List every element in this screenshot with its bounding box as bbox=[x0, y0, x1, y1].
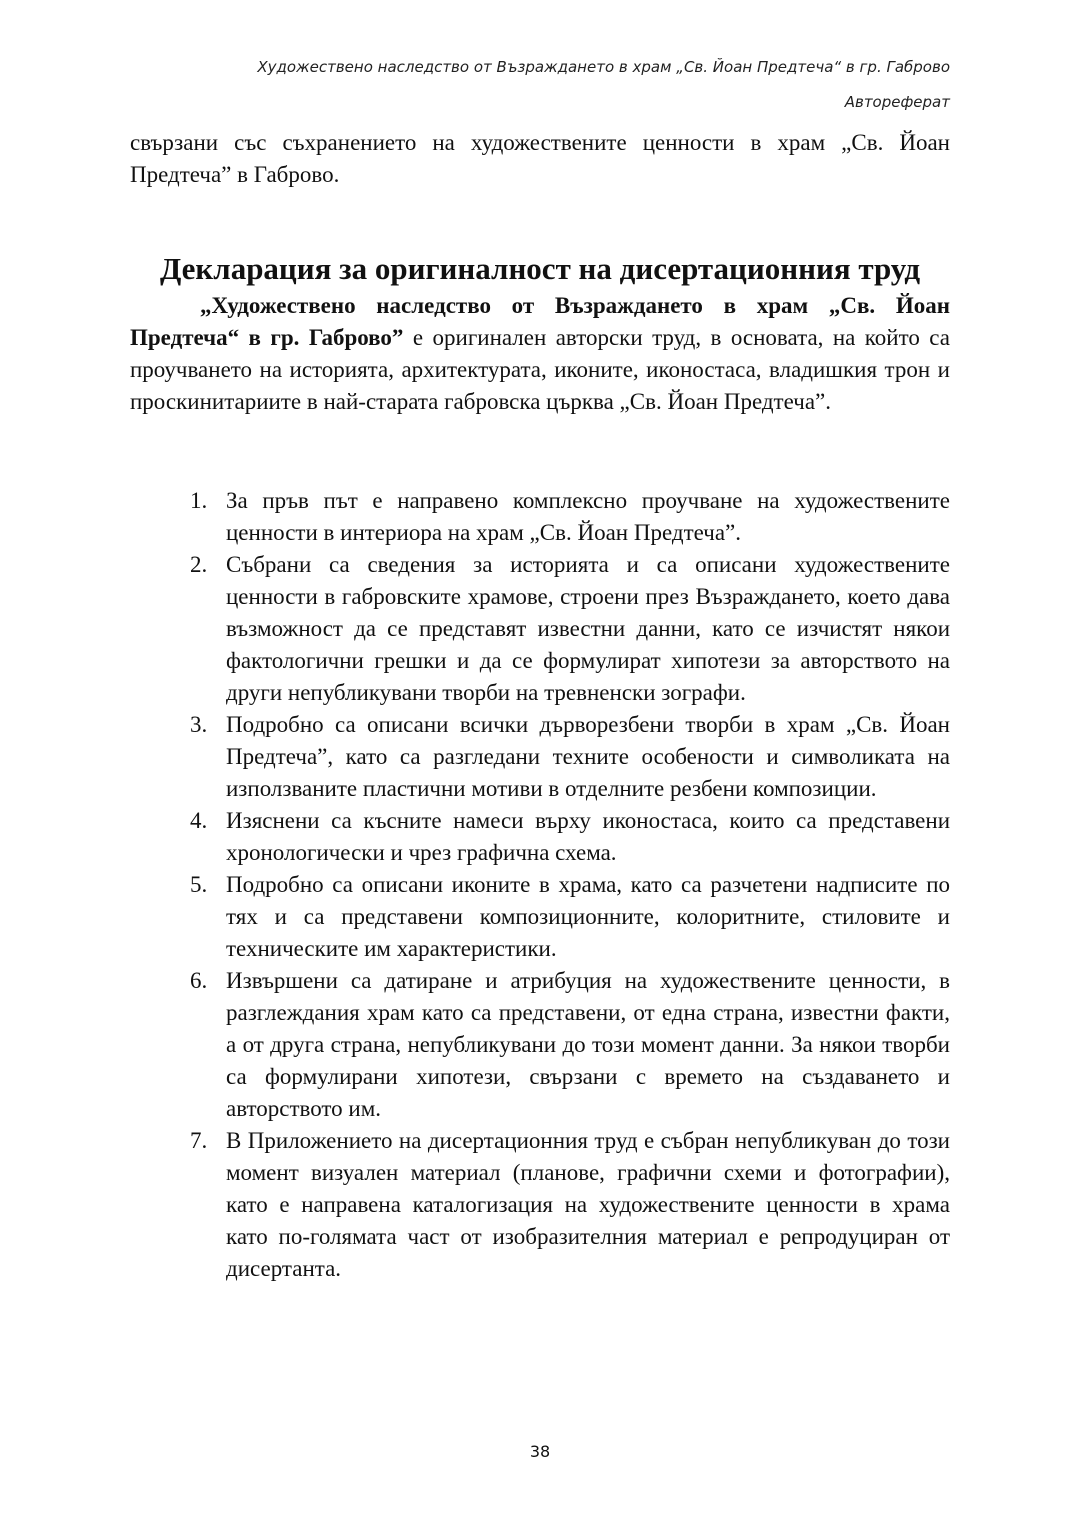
list-item bbox=[190, 709, 950, 805]
list-item-number: 6. bbox=[190, 968, 208, 993]
section-heading: Декларация за оригиналност на дисертационния труд bbox=[159, 251, 921, 286]
list-item bbox=[190, 805, 950, 869]
intro-paragraph: свързани със съхранението на художествените ценности в храм „Св. Йоан Предтеча” в Габрово. bbox=[130, 130, 950, 187]
list-item-text: В Приложението на дисертационния труд е събран непубликуван до този момент визуален материал (планове, графични схеми и фотографии), като е направена каталогизация на художествените ценности в храма като по-голямата част от изобразителния материал е репродуциран от дисертанта. bbox=[226, 1128, 950, 1281]
list-item-number: 7. bbox=[190, 1128, 208, 1153]
contributions-list bbox=[190, 485, 950, 1285]
list-item-text: За пръв път е направено комплексно проучване на художествените ценности в интериора на храм „Св. Йоан Предтеча”. bbox=[226, 488, 950, 545]
header-title: Художествено наследство от Възраждането в храм „Св. Йоан Предтеча“ в гр. Габрово bbox=[257, 58, 950, 76]
list-item-text: Извършени са датиране и атрибуция на художествените ценности, в разглеждания храм като са представени, от една страна, известни факти, а от друга страна, непубликувани до този момент данни. За някои творби са формулирани хипотези, свързани с времето на създаването и авторството им. bbox=[226, 968, 950, 1121]
list-item-text: Подробно са описани иконите в храма, като са разчетени надписите по тях и са представени композиционните, колоритните, стиловите и техническите им характеристики. bbox=[226, 872, 950, 961]
list-item-text: Подробно са описани всички дърворезбени творби в храм „Св. Йоан Предтеча”, като са разгледани техните особености и символиката на използваните пластични мотиви в отделните резбени композиции. bbox=[226, 712, 950, 801]
list-item-text: Събрани са сведения за историята и са описани художествените ценности в габровските храмове, строени през Възраждането, което дава възможност да се представят известни данни, като се изчистят някои фактологични грешки и да се формулират хипотези за авторството на други непубликувани творби на тревненски зографи. bbox=[226, 552, 950, 705]
list-item bbox=[190, 965, 950, 1125]
list-item bbox=[190, 1125, 950, 1285]
dissertation-title: „Художествено наследство от Възраждането в храм „Св. Йоан Предтеча“ в гр. Габрово” bbox=[130, 293, 950, 350]
list-item-number: 3. bbox=[190, 712, 208, 737]
list-item-number: 2. bbox=[190, 552, 208, 577]
list-item bbox=[190, 869, 950, 965]
running-header bbox=[257, 50, 950, 120]
page-number: 38 bbox=[529, 1442, 551, 1461]
list-item bbox=[190, 549, 950, 709]
declaration-paragraph bbox=[130, 290, 950, 418]
declaration-text: е оригинален авторски труд, в основата, на който са проучването на историята, архитектурата, иконите, иконостаса, владишкия трон и проскинитариите в най-старата габровска църква „Св. Йоан Предтеча”. bbox=[130, 325, 950, 414]
list-item-number: 5. bbox=[190, 872, 208, 897]
list-item-number: 4. bbox=[190, 808, 208, 833]
list-item bbox=[190, 485, 950, 549]
list-item-number: 1. bbox=[190, 488, 208, 513]
list-item-text: Изяснени са късните намеси върху иконостаса, които са представени хронологически и чрез графична схема. bbox=[226, 808, 950, 865]
header-subtitle: Автореферат bbox=[844, 93, 950, 111]
